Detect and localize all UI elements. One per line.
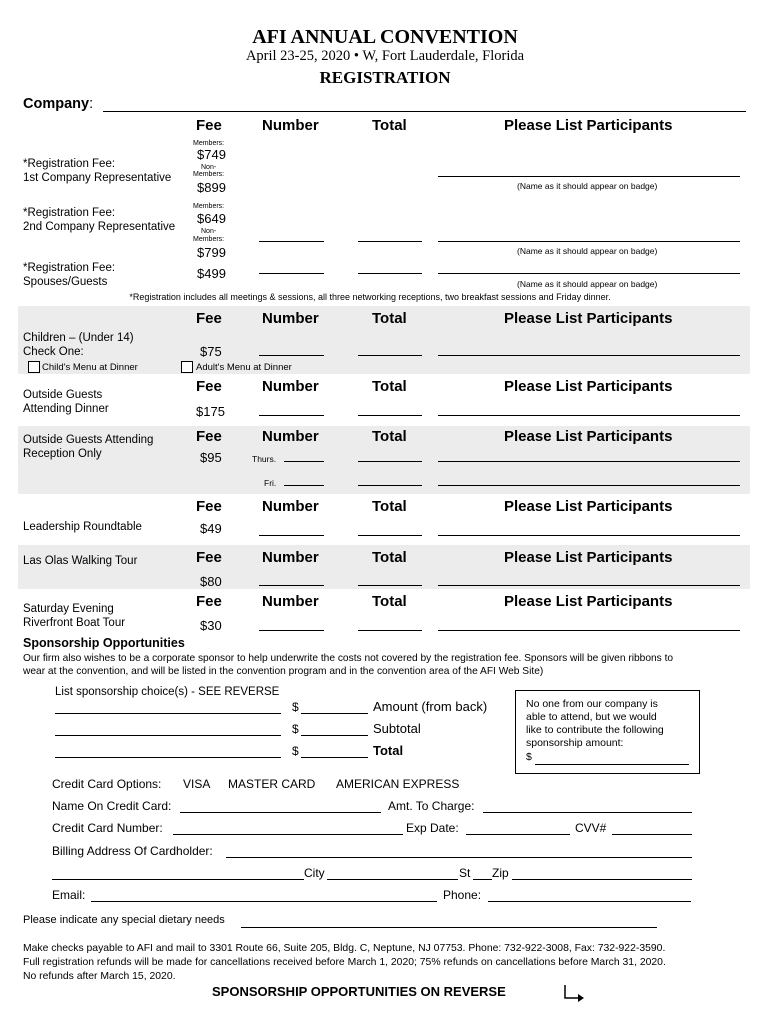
mailing-info: Make checks payable to AFI and mail to 3301 Route 66, Suite 205, Bldg. C, Neptune, NJ 07753. Phone: 732-922-3008, Fax: 732-922-3590. Full registration refunds will be made for cancellations received before March 1, 2020; 75% refunds on cancellations before March 31, 2020. No refunds after March 15, 2020.	[23, 943, 666, 982]
reg2-member-fee: $649	[197, 211, 226, 226]
reg2-total-field[interactable]	[358, 241, 422, 242]
amt-charge-field[interactable]	[483, 812, 692, 813]
dinner-total-field[interactable]	[358, 415, 422, 416]
boat-total-field[interactable]	[358, 630, 422, 631]
st-label: St	[459, 866, 471, 880]
reception-thurs-participant-field[interactable]	[438, 461, 740, 462]
col-participants: Please List Participants	[504, 117, 673, 134]
name-on-card-field[interactable]	[180, 812, 381, 813]
boat-col-number: Number	[262, 593, 319, 610]
zip-field[interactable]	[512, 879, 692, 880]
children-col-total: Total	[372, 310, 407, 327]
dinner-col-fee: Fee	[196, 378, 222, 395]
children-fee: $75	[200, 344, 222, 359]
amount-field[interactable]	[301, 713, 368, 714]
adults-menu-label: Adult's Menu at Dinner	[196, 362, 292, 373]
roundtable-col-participants: Please List Participants	[504, 498, 673, 515]
amount-label: Amount (from back)	[373, 699, 488, 714]
page-title: AFI ANNUAL CONVENTION	[252, 26, 518, 48]
city-label: City	[304, 866, 325, 880]
adults-menu-checkbox[interactable]	[181, 361, 193, 373]
reception-thurs-total-field[interactable]	[358, 461, 422, 462]
city-field[interactable]	[327, 879, 458, 880]
cvv-field[interactable]	[612, 834, 692, 835]
zip-label: Zip	[492, 866, 509, 880]
roundtable-participant-field[interactable]	[438, 535, 740, 536]
reg2-non-label: Non-	[201, 228, 217, 235]
walking-tour-fee: $80	[200, 574, 222, 589]
sponsorship-choice-1[interactable]	[55, 713, 281, 714]
amt-charge-label: Amt. To Charge:	[388, 799, 475, 813]
reception-fri-number-field[interactable]	[284, 485, 324, 486]
dinner-col-participants: Please List Participants	[504, 378, 673, 395]
subtotal-label: Subtotal	[373, 721, 421, 736]
dinner-number-field[interactable]	[259, 415, 324, 416]
children-label: Children – (Under 14) Check One:	[23, 332, 134, 358]
boat-participant-field[interactable]	[438, 630, 740, 631]
cc-amex[interactable]: AMERICAN EXPRESS	[336, 777, 460, 791]
walking-col-fee: Fee	[196, 549, 222, 566]
reception-thurs-number-field[interactable]	[284, 461, 324, 462]
reception-col-number: Number	[262, 428, 319, 445]
reception-col-total: Total	[372, 428, 407, 445]
reg3-number-field[interactable]	[259, 273, 324, 274]
total-field[interactable]	[301, 757, 368, 758]
childs-menu-label: Child's Menu at Dinner	[42, 362, 138, 373]
cc-visa[interactable]: VISA	[183, 777, 211, 791]
reg2-non-fee: $799	[197, 245, 226, 260]
st-field[interactable]	[473, 879, 492, 880]
walking-number-field[interactable]	[259, 585, 324, 586]
roundtable-label: Leadership Roundtable	[23, 521, 142, 533]
boat-col-fee: Fee	[196, 593, 222, 610]
boat-tour-label: Saturday Evening Riverfront Boat Tour	[23, 603, 126, 629]
company-label: Company:	[23, 96, 94, 112]
reg2-badge-note: (Name as it should appear on badge)	[517, 246, 658, 256]
reg1-label: *Registration Fee: 1st Company Representative	[23, 158, 172, 184]
name-on-card-label: Name On Credit Card:	[52, 799, 172, 813]
exp-date-label: Exp Date:	[406, 821, 459, 835]
boat-col-total: Total	[372, 593, 407, 610]
roundtable-col-number: Number	[262, 498, 319, 515]
dinner-col-number: Number	[262, 378, 319, 395]
reg3-label: *Registration Fee: Spouses/Guests	[23, 262, 116, 288]
card-number-label: Credit Card Number:	[52, 821, 163, 835]
dinner-col-total: Total	[372, 378, 407, 395]
roundtable-fee: $49	[200, 521, 222, 536]
sponsorship-list-label: List sponsorship choice(s) - SEE REVERSE	[55, 686, 280, 698]
childs-menu-checkbox[interactable]	[28, 361, 40, 373]
reception-fri-label: Fri.	[264, 478, 277, 488]
reverse-notice: SPONSORSHIP OPPORTUNITIES ON REVERSE	[212, 984, 506, 999]
reg3-participant-field[interactable]	[438, 273, 740, 274]
children-col-fee: Fee	[196, 310, 222, 327]
reg3-fee: $499	[197, 266, 226, 281]
registration-includes-note: *Registration includes all meetings & sessions, all three networking receptions, two breakfast sessions and Friday dinner.	[129, 292, 611, 302]
walking-tour-label: Las Olas Walking Tour	[23, 555, 138, 567]
email-label: Email:	[52, 888, 86, 902]
boat-number-field[interactable]	[259, 630, 324, 631]
contribution-amount-field[interactable]	[535, 764, 689, 765]
contribution-text: No one from our company is able to attend, but we would like to contribute the following sponsorship amount:	[526, 698, 664, 749]
registration-heading: REGISTRATION	[319, 68, 451, 87]
reception-col-fee: Fee	[196, 428, 222, 445]
children-participant-field[interactable]	[438, 355, 740, 356]
reg1-member-fee: $749	[197, 147, 226, 162]
walking-total-field[interactable]	[358, 585, 422, 586]
card-number-field[interactable]	[173, 834, 403, 835]
roundtable-col-fee: Fee	[196, 498, 222, 515]
reg2-members-label: Members:	[193, 203, 225, 210]
total-label: Total	[373, 743, 404, 758]
reg1-members-label: Members:	[193, 140, 225, 147]
roundtable-total-field[interactable]	[358, 535, 422, 536]
phone-field[interactable]	[488, 901, 691, 902]
company-field[interactable]	[103, 111, 746, 112]
subtotal-dollar: $	[292, 722, 299, 736]
event-subtitle: April 23-25, 2020 • W, Fort Lauderdale, Florida	[245, 48, 525, 64]
billing-label: Billing Address Of Cardholder:	[52, 844, 213, 858]
exp-date-field[interactable]	[466, 834, 570, 835]
reg3-badge-note: (Name as it should appear on badge)	[517, 279, 658, 289]
children-total-field[interactable]	[358, 355, 422, 356]
sponsorship-heading: Sponsorship Opportunities	[23, 636, 185, 650]
reg1-non-fee: $899	[197, 180, 226, 195]
reception-col-participants: Please List Participants	[504, 428, 673, 445]
reception-thurs-label: Thurs.	[252, 454, 277, 464]
street-field[interactable]	[52, 879, 304, 880]
reg1-non-label: Non-	[201, 164, 217, 171]
col-number: Number	[262, 117, 319, 134]
subtotal-field[interactable]	[301, 735, 368, 736]
sponsorship-text: Our firm also wishes to be a corporate sponsor to help underwrite the costs not covered by the registration fee. Sponsors will be given ribbons to wear at the convention, and will be listed in the convention program and in the convention area of the AFI Web Site)	[23, 653, 674, 677]
cc-mastercard[interactable]: MASTER CARD	[228, 777, 316, 791]
boat-col-participants: Please List Participants	[504, 593, 673, 610]
children-col-number: Number	[262, 310, 319, 327]
billing-field[interactable]	[226, 857, 692, 858]
cvv-label: CVV#	[575, 821, 607, 835]
total-dollar: $	[292, 744, 299, 758]
phone-label: Phone:	[443, 888, 482, 902]
sponsorship-choice-2[interactable]	[55, 735, 281, 736]
boat-tour-fee: $30	[200, 618, 222, 633]
sponsorship-choice-3[interactable]	[55, 757, 281, 758]
reg2-number-field[interactable]	[259, 241, 324, 242]
walking-col-number: Number	[262, 549, 319, 566]
col-fee: Fee	[196, 117, 222, 134]
reg2-non-members-label: Members:	[193, 236, 225, 243]
dietary-label: Please indicate any special dietary needs	[23, 914, 225, 926]
dietary-field[interactable]	[241, 927, 657, 928]
reg3-total-field[interactable]	[358, 273, 422, 274]
email-field[interactable]	[91, 901, 437, 902]
contribution-dollar: $	[526, 751, 532, 763]
reception-guests-label: Outside Guests Attending Reception Only	[23, 434, 154, 460]
roundtable-col-total: Total	[372, 498, 407, 515]
reg1-badge-note: (Name as it should appear on badge)	[517, 181, 658, 191]
dinner-guests-fee: $175	[196, 404, 225, 419]
reg2-participant-field[interactable]	[438, 241, 740, 242]
children-number-field[interactable]	[259, 355, 324, 356]
roundtable-number-field[interactable]	[259, 535, 324, 536]
dinner-guests-label: Outside Guests Attending Dinner	[23, 389, 109, 415]
reception-guests-fee: $95	[200, 450, 222, 465]
amount-dollar: $	[292, 700, 299, 714]
walking-col-participants: Please List Participants	[504, 549, 673, 566]
col-total: Total	[372, 117, 407, 134]
reception-fri-total-field[interactable]	[358, 485, 422, 486]
reg1-non-members-label: Members:	[193, 171, 225, 178]
walking-col-total: Total	[372, 549, 407, 566]
cc-options-label: Credit Card Options:	[52, 777, 162, 791]
children-col-participants: Please List Participants	[504, 310, 673, 327]
reg2-label: *Registration Fee: 2nd Company Representative	[23, 207, 176, 233]
walking-participant-field[interactable]	[438, 585, 740, 586]
arrow-right-icon	[562, 984, 586, 1002]
reception-fri-participant-field[interactable]	[438, 485, 740, 486]
dinner-participant-field[interactable]	[438, 415, 740, 416]
contribution-box	[515, 690, 700, 774]
reg1-participant-field[interactable]	[438, 176, 740, 177]
